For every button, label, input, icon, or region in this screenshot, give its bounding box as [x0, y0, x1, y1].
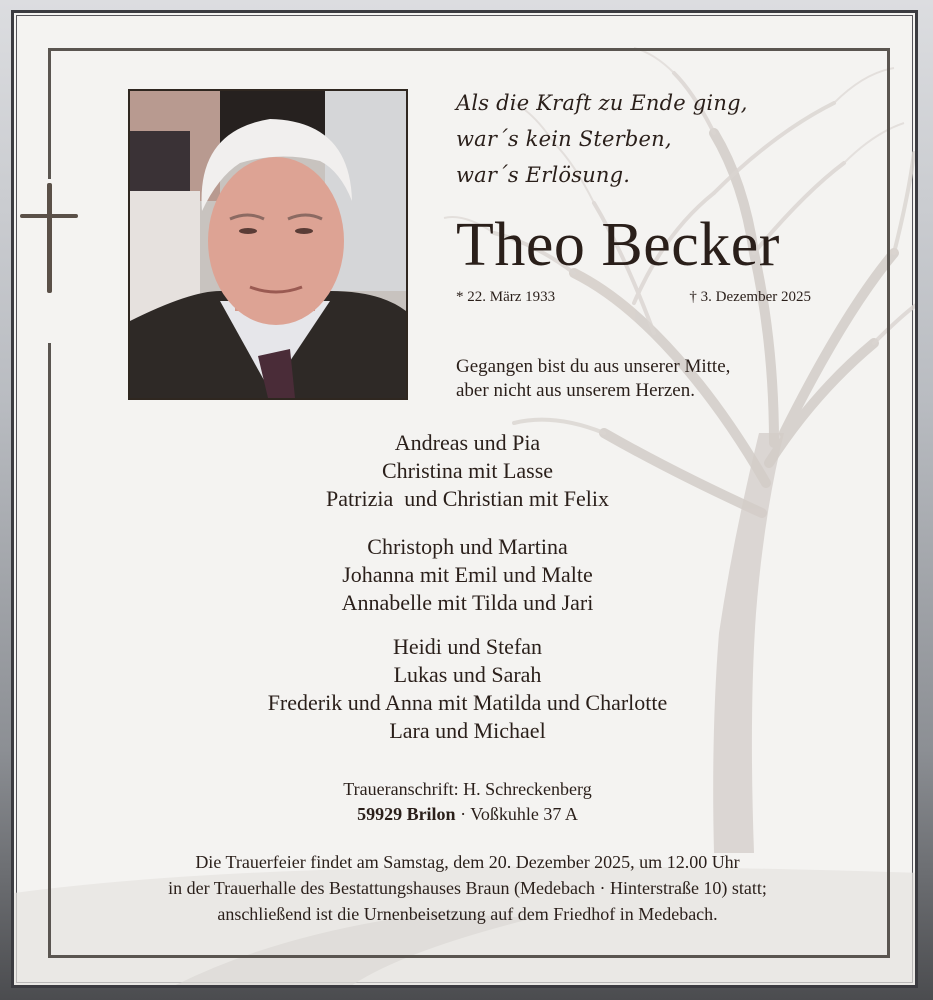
portrait-photo	[128, 89, 408, 400]
family-group-3	[14, 633, 918, 745]
family-member-line: Patrizia und Christian mit Felix	[326, 486, 609, 511]
family-member-line: Lukas und Sarah	[393, 662, 542, 687]
family-member-line: Christoph und Martina	[367, 534, 568, 559]
family-member-line: Andreas und Pia	[394, 430, 541, 455]
address-location	[14, 802, 918, 827]
funeral-service-info	[14, 849, 918, 927]
quote-line: war´s kein Sterben,	[456, 127, 672, 151]
family-member-line: Johanna mit Emil und Malte	[342, 562, 593, 587]
family-group-2	[14, 533, 918, 617]
address-city: 59929 Brilon	[357, 804, 456, 824]
family-group-1	[14, 429, 918, 513]
inner-frame-left-upper	[48, 48, 51, 179]
family-member-line: Frederik und Anna mit Matilda und Charlotte	[267, 690, 668, 715]
address-street: · Voßkuhle 37 A	[455, 804, 578, 824]
quote-line: Als die Kraft zu Ende ging,	[456, 91, 748, 115]
family-member-line: Annabelle mit Tilda und Jari	[341, 590, 594, 615]
verse-line: aber nicht aus unserem Herzen.	[456, 380, 695, 401]
memorial-quote	[456, 85, 748, 193]
verse-line: Gegangen bist du aus unserer Mitte,	[456, 356, 731, 377]
service-line: Die Trauerfeier findet am Samstag, dem 20. Dezember 2025, um 12.00 Uhr	[195, 852, 740, 872]
obituary-card	[11, 10, 918, 988]
birth-date: * 22. März 1933	[456, 289, 556, 305]
cross-icon	[20, 183, 80, 295]
mourning-address	[14, 777, 918, 827]
deceased-name: Theo Becker	[456, 211, 780, 279]
quote-line: war´s Erlösung.	[456, 163, 631, 187]
service-line: in der Trauerhalle des Bestattungshauses Braun (Medebach · Hinterstraße 10) statt;	[168, 878, 767, 898]
family-member-line: Lara und Michael	[389, 718, 546, 743]
family-member-line: Christina mit Lasse	[381, 458, 554, 483]
memorial-verse	[456, 355, 730, 403]
address-contact: Traueranschrift: H. Schreckenberg	[343, 779, 592, 799]
service-line: anschließend ist die Urnenbeisetzung auf dem Friedhof in Medebach.	[217, 904, 718, 924]
family-member-line: Heidi und Stefan	[392, 634, 543, 659]
death-date: † 3. Dezember 2025	[689, 289, 811, 305]
